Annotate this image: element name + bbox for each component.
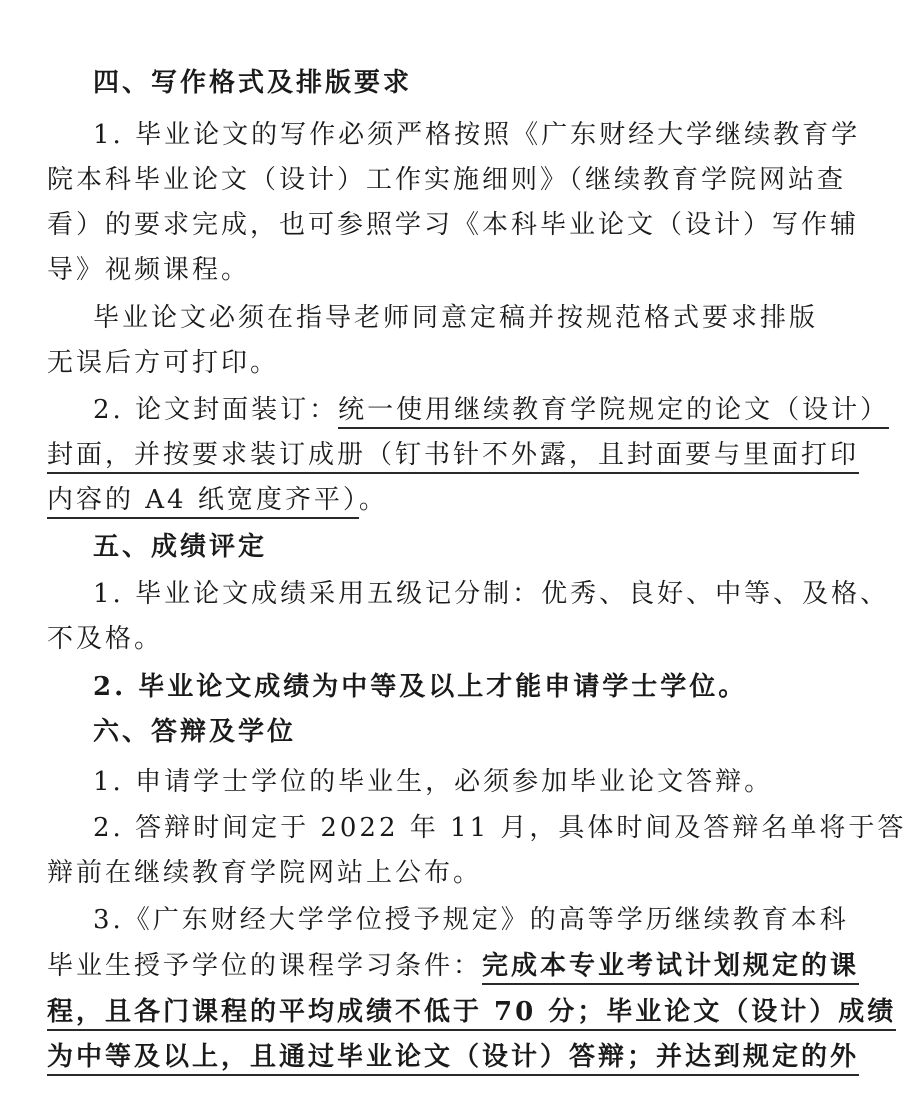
section4-p2-line1: 毕业论文必须在指导老师同意定稿并按规范格式要求排版: [93, 303, 819, 333]
section6-p3-line2: [47, 946, 859, 986]
section6-p3-line4: [47, 1037, 859, 1077]
section4-p2-line2: 无误后方可打印。: [47, 348, 280, 378]
section6-p1: 1. 申请学士学位的毕业生，必须参加毕业论文答辩。: [93, 767, 774, 797]
section4-p1-line3: 看）的要求完成，也可参照学习《本科毕业论文（设计）写作辅: [47, 210, 860, 240]
section4-p1-line2: 院本科毕业论文（设计）工作实施细则》（继续教育学院网站查: [47, 165, 847, 195]
binding-label: 2. 论文封面装订：: [93, 395, 339, 425]
binding-period: 。: [358, 485, 388, 515]
section5-p2: 2. 毕业论文成绩为中等及以上才能申请学士学位。: [93, 672, 748, 702]
section6-heading: 六、答辩及学位: [93, 717, 297, 747]
degree-conditions-underlined-2: 程，且各门课程的平均成绩不低于 70 分；毕业论文（设计）成绩: [47, 997, 896, 1031]
section5-p1-line1: 1. 毕业论文成绩采用五级记分制：优秀、良好、中等、及格、: [93, 579, 890, 609]
degree-conditions-label: 毕业生授予学位的课程学习条件：: [47, 951, 483, 981]
section4-p3-line1: [93, 390, 889, 430]
section4-p3-line2: [47, 435, 859, 475]
section4-p1-line4: 导》视频课程。: [47, 255, 251, 285]
section5-heading: 五、成绩评定: [93, 532, 268, 562]
degree-conditions-underlined-1: 完成本专业考试计划规定的课: [482, 951, 859, 985]
binding-underlined-3: 内容的 A4 纸宽度齐平）: [47, 485, 359, 519]
section4-heading: 四、写作格式及排版要求: [93, 68, 413, 98]
section4-p1-line1: 1. 毕业论文的写作必须严格按照《广东财经大学继续教育学: [93, 120, 861, 150]
binding-underlined-1: 统一使用继续教育学院规定的论文（设计）: [338, 395, 889, 429]
section5-p1-line2: 不及格。: [47, 624, 164, 654]
binding-underlined-2: 封面，并按要求装订成册（钉书针不外露，且封面要与里面打印: [47, 440, 859, 474]
section6-p3-line3: [47, 992, 896, 1032]
section6-p2-line1: 2. 答辩时间定于 2022 年 11 月，具体时间及答辩名单将于答: [93, 813, 906, 843]
section6-p2-line2: 辩前在继续教育学院网站上公布。: [47, 858, 483, 888]
section6-p3-line1: 3.《广东财经大学学位授予规定》的高等学历继续教育本科: [93, 905, 849, 935]
section4-p3-line3: [47, 480, 388, 520]
degree-conditions-underlined-3: 为中等及以上，且通过毕业论文（设计）答辩；并达到规定的外: [47, 1042, 859, 1076]
